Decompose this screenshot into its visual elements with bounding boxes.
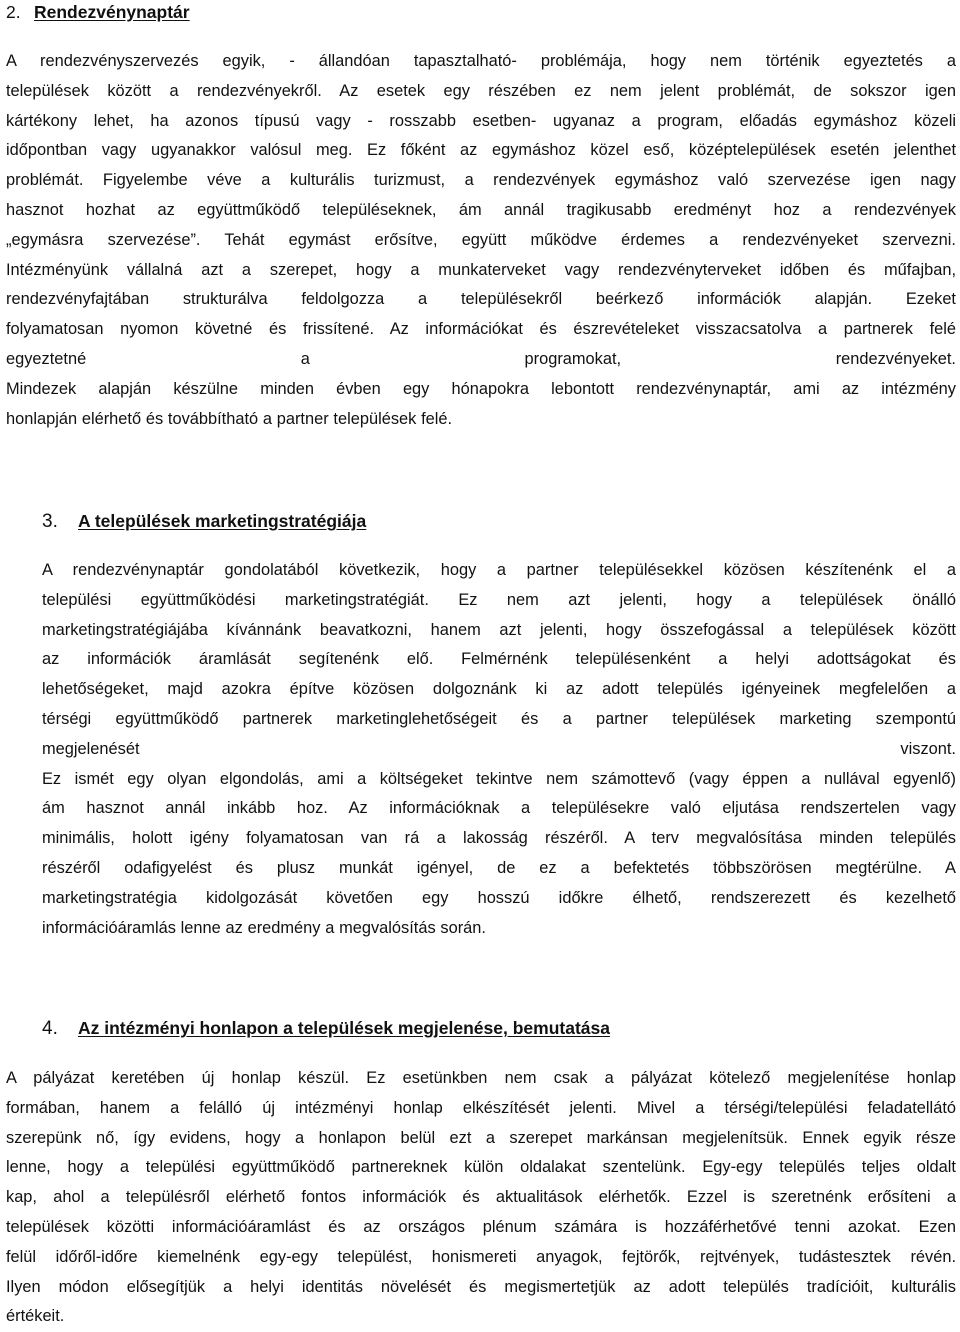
paragraph-line: egyeztetné a programokat, rendezvényeket. [6, 349, 956, 368]
paragraph-line: formában, hanem a felálló új intézményi honlap elkészítését jelenti. Mivel a térségi/települési feladatellátó [6, 1098, 956, 1117]
paragraph-line: A rendezvénynaptár gondolatából következik, hogy a partner településekkel közösen készítenénk el a [42, 561, 956, 579]
paragraph-line: hasznot hozhat az együttműködő településeknek, ám annál tragikusabb eredményt hoz a rendezvények [6, 200, 956, 219]
section-4-heading [42, 1016, 610, 1041]
section-2-body [6, 47, 956, 434]
paragraph-line: értékeit. [6, 1307, 65, 1326]
paragraph-line: A rendezvényszervezés egyik, - állandóan tapasztalható- problémája, hogy nem történik egyeztetés a [6, 52, 956, 70]
paragraph-line: települések közötti információáramlást és az országos plénum számára is hozzáférhetővé tenni azokat. Ezen [6, 1217, 956, 1236]
section-2-number: 2. [6, 2, 21, 22]
paragraph-line: térségi együttműködő partnerek marketinglehetőségeit és a partner települések marketing szempontú [42, 709, 956, 728]
paragraph-line: települési együttműködési marketingstratégiát. Ez nem azt jelenti, hogy a települések önálló [42, 590, 956, 609]
section-4-number: 4. [42, 1018, 58, 1039]
paragraph-line: megjelenését viszont. [42, 739, 956, 758]
paragraph-line: lehetőségeket, majd azokra építve közösen dolgoznánk ki az adott település igényeinek megfelelően a [42, 680, 956, 699]
paragraph-line: Ilyen módon elősegítjük a helyi identitás növelését és megismertetjük az adott település tradícióit, kulturális [6, 1277, 956, 1296]
paragraph-line: marketingstratégia kidolgozását követően egy hosszú időkre élhető, rendszerezett és kezelhető [42, 888, 956, 907]
section-2-title: Rendezvénynaptár [34, 2, 190, 22]
paragraph-line: az információk áramlását segítenénk elő. Felmérnénk településenként a helyi adottságokat és [42, 650, 956, 669]
paragraph-line: A pályázat keretében új honlap készül. Ez esetünkben nem csak a pályázat kötelező megjelenítése honlap [6, 1069, 956, 1087]
paragraph-line: Mindezek alapján készülne minden évben egy hónapokra lebontott rendezvénynaptár, ami az intézmény [6, 379, 956, 398]
paragraph-line: minimális, holott igény folyamatosan van rá a lakosság részéről. A terv megvalósítása minden település [42, 829, 956, 848]
paragraph-line: „egymásra szervezése”. Tehát egymást erősítve, együtt működve érdemes a rendezvényeket szervezni. [6, 230, 956, 249]
paragraph-line: ám hasznot annál inkább hoz. Az információknak a településekre való eljutása rendszertelen vagy [42, 799, 956, 818]
paragraph-line: problémát. Figyelembe véve a kulturális turizmust, a rendezvények egymáshoz való szervezése igen nagy [6, 171, 956, 190]
paragraph-line: folyamatosan nyomon követné és frissítené. Az információkat és észrevételeket visszacsatolva a partnerek felé [6, 320, 956, 339]
paragraph-line: információáramlás lenne az eredmény a megvalósítás során. [42, 918, 486, 937]
section-3-title: A települések marketingstratégiája [78, 511, 367, 531]
section-3-body [42, 556, 956, 943]
paragraph-line: lenne, hogy a települési együttműködő partnereknek külön oldalakat szentelünk. Egy-egy település teljes oldalt [6, 1158, 956, 1177]
paragraph-line: kártékony lehet, ha azonos típusú vagy - rosszabb esetben- ugyanaz a program, előadás egymáshoz közeli [6, 111, 956, 130]
paragraph-line: szerepünk nő, így evidens, hogy a honlapon belül ezt a szerepet markánsan megjelenítsük. Ennek egyik része [6, 1128, 956, 1147]
paragraph-line: felül időről-időre kiemelnénk egy-egy települést, honismereti anyagok, fejtörők, rejtvények, tudástesztek révén. [6, 1247, 956, 1266]
section-4-body [6, 1064, 956, 1332]
paragraph-line: kap, ahol a településről elérhető fontos információk és aktualitások elérhetők. Ezzel is szeretnénk erősíteni a [6, 1188, 956, 1207]
paragraph-line: marketingstratégiájába kívánnánk beavatkozni, hanem azt jelenti, hogy összefogással a települések között [42, 620, 956, 639]
section-4-title: Az intézményi honlapon a települések megjelenése, bemutatása [78, 1018, 610, 1038]
paragraph-line: Intézményünk vállalná azt a szerepet, hogy a munkaterveket vagy rendezvényterveket időben és műfajban, [6, 260, 956, 279]
section-3-number: 3. [42, 511, 58, 532]
paragraph-line: részéről odafigyelést és plusz munkát igényel, de ez a befektetés többszörösen megtérülne. A [42, 858, 956, 877]
section-3-heading [42, 509, 366, 534]
paragraph-line: rendezvényfajtában strukturálva feldolgozza a településekről beérkező információk alapján. Ezeket [6, 290, 956, 309]
paragraph-line: Ez ismét egy olyan elgondolás, ami a költségeket tekintve nem számottevő (vagy éppen a nullával egyenlő) [42, 769, 956, 788]
paragraph-line: honlapján elérhető és továbbítható a partner települések felé. [6, 409, 453, 428]
paragraph-line: időpontban vagy ugyanakkor valósul meg. Ez főként az egymáshoz közel eső, középtelepülések esetén jelenthet [6, 141, 956, 160]
section-2-heading [6, 0, 190, 24]
paragraph-line: települések között a rendezvényekről. Az esetek egy részében ez nem jelent problémát, de sokszor igen [6, 81, 956, 100]
